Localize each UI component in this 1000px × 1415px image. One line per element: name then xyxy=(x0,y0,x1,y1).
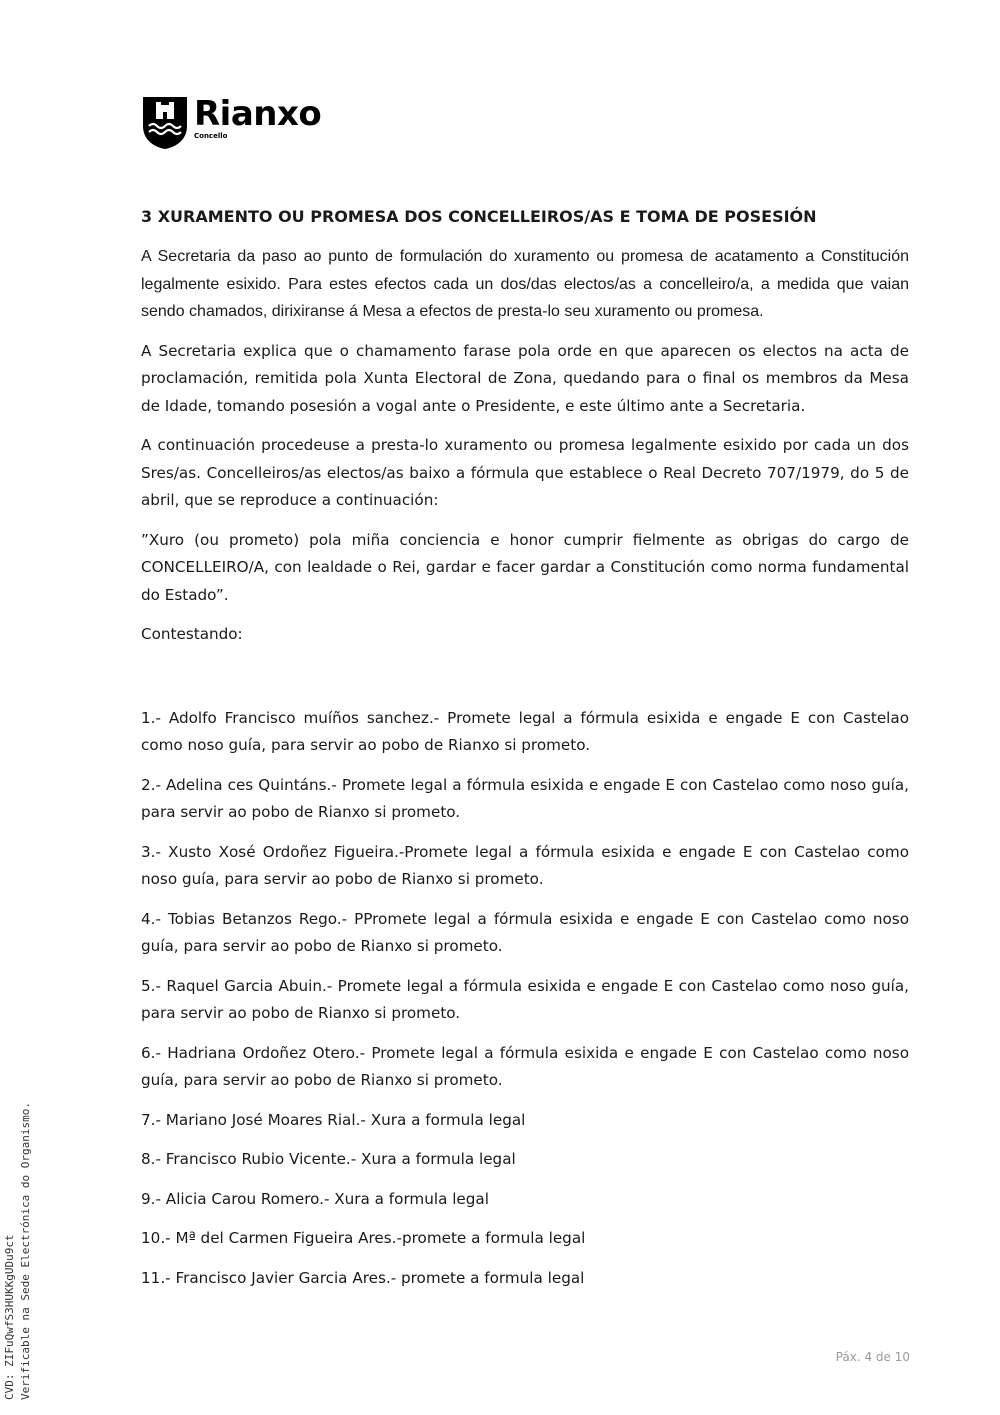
logo-subtitle: Concello xyxy=(194,132,228,140)
list-item: 11.- Francisco Javier Garcia Ares.- promete a formula legal xyxy=(141,1268,585,1287)
list-item: 1.- Adolfo Francisco muíños sanchez.- Promete legal a fórmula esixida e engade E con Castelao como noso guía, para servir ao pobo de Rianxo si prometo. xyxy=(141,708,909,754)
list-item: 7.- Mariano José Moares Rial.- Xura a formula legal xyxy=(141,1110,526,1129)
list-item: 10.- Mª del Carmen Figueira Ares.-promete a formula legal xyxy=(141,1229,586,1247)
section-title: 3 XURAMENTO OU PROMESA DOS CONCELLEIROS/AS E TOMA DE POSESIÓN xyxy=(141,207,817,226)
page-number: Páx. 4 de 10 xyxy=(835,1350,910,1364)
list-item: 5.- Raquel Garcia Abuin.- Promete legal a fórmula esixida e engade E con Castelao como noso guía, para servir ao pobo de Rianxo si prometo. xyxy=(141,976,909,1022)
coat-of-arms-icon xyxy=(142,96,188,150)
paragraph: A Secretaria explica que o chamamento farase pola orde en que aparecen os electos na acta de proclamación, remitida pola Xunta Electoral de Zona, quedando para o final os membros da Mesa de Idade, tomando posesión a vogal ante o Presidente, e este último ante a Secretaria. xyxy=(141,341,909,415)
list-item: 9.- Alicia Carou Romero.- Xura a formula legal xyxy=(141,1189,489,1208)
rianxo-logo xyxy=(142,96,342,152)
verification-stamp xyxy=(2,1102,34,1400)
list-item: 8.- Francisco Rubio Vicente.- Xura a formula legal xyxy=(141,1150,516,1168)
document-body xyxy=(141,205,909,1304)
list-item: 4.- Tobias Betanzos Rego.- PPromete legal a fórmula esixida e engade E con Castelao como noso guía, para servir ao pobo de Rianxo si prometo. xyxy=(141,909,909,955)
verification-note: Verificable na Sede Electrónica do Organismo. xyxy=(19,1101,32,1400)
list-item: 3.- Xusto Xosé Ordoñez Figueira.-Promete legal a fórmula esixida e engade E con Castelao como noso guía, para servir ao pobo de Rianxo si prometo. xyxy=(141,842,909,888)
csv-code: CVD: ZIFuQwfS3HUKKgUDu9ct xyxy=(3,1234,16,1400)
oath-quote: ”Xuro (ou prometo) pola miña conciencia e honor cumprir fielmente as obrigas do cargo de CONCELLEIRO/A, con lealdade o Rei, gardar e facer gardar a Constitución como norma fundamental do Estado”. xyxy=(141,530,909,604)
list-item: 2.- Adelina ces Quintáns.- Promete legal a fórmula esixida e engade E con Castelao como noso guía, para servir ao pobo de Rianxo si prometo. xyxy=(141,775,909,821)
paragraph: A Secretaria da paso ao punto de formulación do xuramento ou promesa de acatamento a Constitución legalmente esixido. Para estes efectos cada un dos/das electos/as a concelleiro/a, a medida que vaian sendo chamados, dirixiranse á Mesa a efectos de presta-lo seu xuramento ou promesa. xyxy=(141,248,909,320)
paragraph: A continuación procedeuse a presta-lo xuramento ou promesa legalmente esixido por cada un dos Sres/as. Concelleiros/as electos/as baixo a fórmula que establece o Real Decreto 707/1979, do 5 de abril, que se reproduce a continuación: xyxy=(141,436,909,509)
logo-name: Rianxo xyxy=(194,94,322,134)
paragraph: Contestando: xyxy=(141,625,243,643)
list-item: 6.- Hadriana Ordoñez Otero.- Promete legal a fórmula esixida e engade E con Castelao como noso guía, para servir ao pobo de Rianxo si prometo. xyxy=(141,1043,909,1089)
